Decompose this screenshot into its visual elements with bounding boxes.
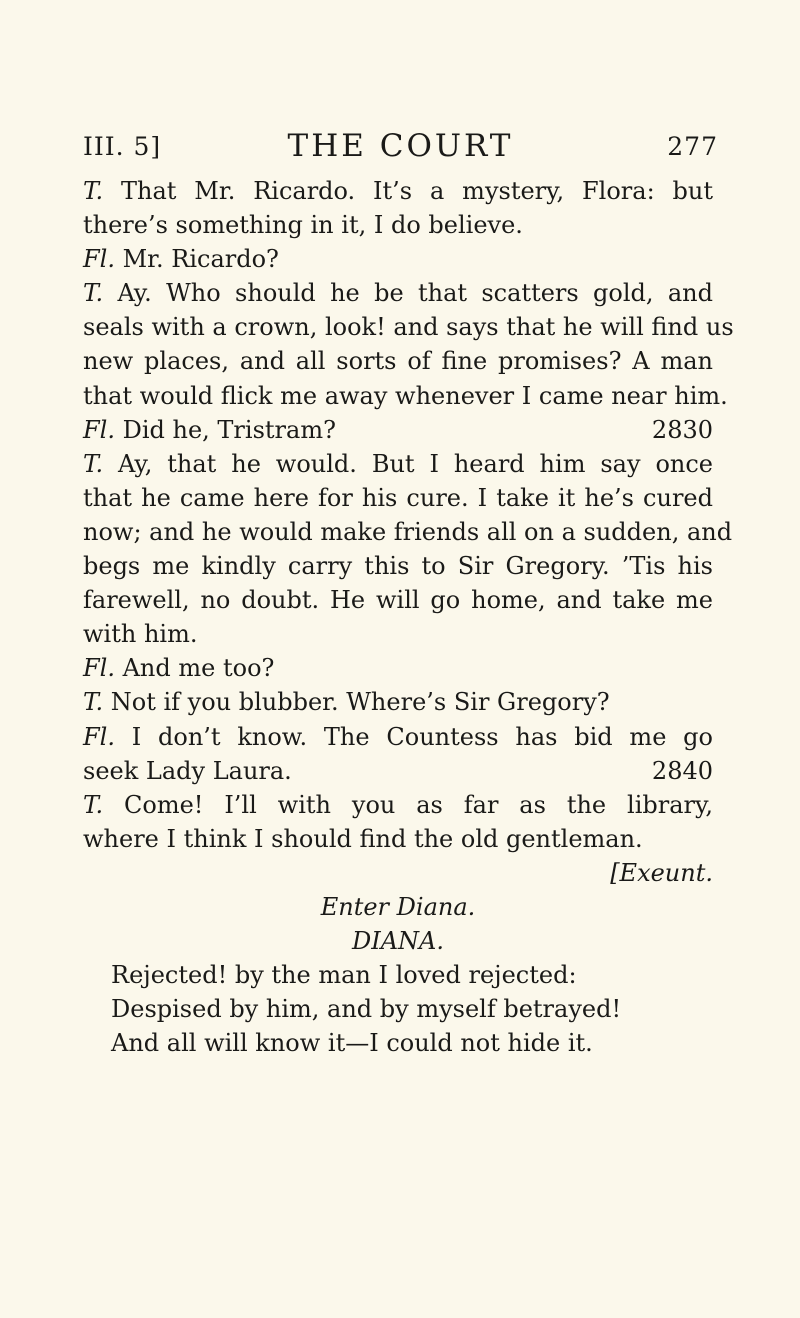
- speaker-abbrev: T.: [83, 279, 104, 308]
- line-text: I don’t know. The Countess has bid me go: [114, 722, 713, 751]
- stage-direction-enter: Enter Diana.: [320, 892, 476, 921]
- verse-line: Rejected! by the man I loved rejected:: [111, 961, 577, 990]
- line-text: that he came here for his cure. I take it he’s cured: [83, 483, 713, 512]
- speaker-abbrev: T.: [83, 790, 104, 819]
- speaker-abbrev: Fl.: [83, 654, 115, 683]
- verse-line: Despised by him, and by myself betrayed!: [111, 995, 622, 1024]
- line-text: Not if you blubber. Where’s Sir Gregory?: [103, 688, 610, 717]
- text-line: [83, 685, 713, 719]
- text-line: [83, 720, 713, 754]
- text-line: [83, 549, 713, 583]
- text-line: [83, 344, 713, 378]
- line-text: And me too?: [114, 654, 275, 683]
- text-line: [83, 617, 713, 651]
- text-line: [83, 242, 713, 276]
- speaker-abbrev: T.: [83, 449, 104, 478]
- text-line: [83, 208, 713, 242]
- line-text: seek Lady Laura.: [83, 756, 292, 785]
- line-text: new places, and all sorts of fine promises? A man: [83, 347, 713, 376]
- text-line: [83, 413, 713, 447]
- text-line: [83, 310, 734, 344]
- line-text: Ay. Who should he be that scatters gold, and: [103, 279, 713, 308]
- verse-block: [83, 958, 713, 1060]
- speaker-abbrev: Fl.: [83, 245, 115, 274]
- line-text: That Mr. Ricardo. It’s a mystery, Flora: but: [103, 177, 713, 205]
- line-text: now; and he would make friends all on a sudden, and: [83, 517, 733, 546]
- stage-direction-exeunt: [Exeunt.: [610, 858, 713, 887]
- line-text: there’s something in it, I do believe.: [83, 211, 523, 240]
- speaker-abbrev: T.: [83, 177, 104, 205]
- line-text: Come! I’ll with you as far as the library,: [103, 790, 713, 819]
- text-line: [83, 481, 713, 515]
- act-scene-marker: III. 5]: [83, 132, 162, 161]
- text-line: [83, 379, 728, 413]
- text-body: [83, 174, 734, 1060]
- text-line: [83, 788, 713, 822]
- speaker-abbrev: T.: [83, 688, 104, 717]
- dialogue: [83, 174, 734, 856]
- text-line: [83, 583, 713, 617]
- speaker-heading: DIANA.: [351, 927, 444, 956]
- speaker-abbrev: Fl.: [83, 722, 115, 751]
- verse-line: And all will know it—I could not hide it.: [111, 1029, 593, 1058]
- text-line: [83, 276, 713, 310]
- line-text: Mr. Ricardo?: [114, 245, 279, 274]
- running-title: THE COURT: [287, 128, 514, 164]
- text-line: [83, 515, 733, 549]
- line-number: 2830: [651, 415, 713, 444]
- text-line: [83, 174, 713, 208]
- line-text: farewell, no doubt. He will go home, and take me: [83, 586, 713, 615]
- page-number: 277: [667, 132, 718, 161]
- text-line: [83, 651, 713, 685]
- speaker-abbrev: Fl.: [83, 415, 115, 444]
- line-text: seals with a crown, look! and says that he will find us: [83, 313, 734, 342]
- line-text: that would flick me away whenever I came near him.: [83, 381, 728, 410]
- text-line: [83, 754, 713, 788]
- running-header: [83, 128, 718, 168]
- line-text: Did he, Tristram?: [114, 415, 336, 444]
- line-text: Ay, that he would. But I heard him say once: [103, 449, 713, 478]
- line-text: with him.: [83, 620, 198, 649]
- text-line: [83, 447, 713, 481]
- line-text: where I think I should find the old gentleman.: [83, 824, 643, 853]
- text-line: [83, 822, 713, 856]
- line-number: 2840: [651, 756, 713, 785]
- line-text: begs me kindly carry this to Sir Gregory. ’Tis his: [83, 552, 713, 581]
